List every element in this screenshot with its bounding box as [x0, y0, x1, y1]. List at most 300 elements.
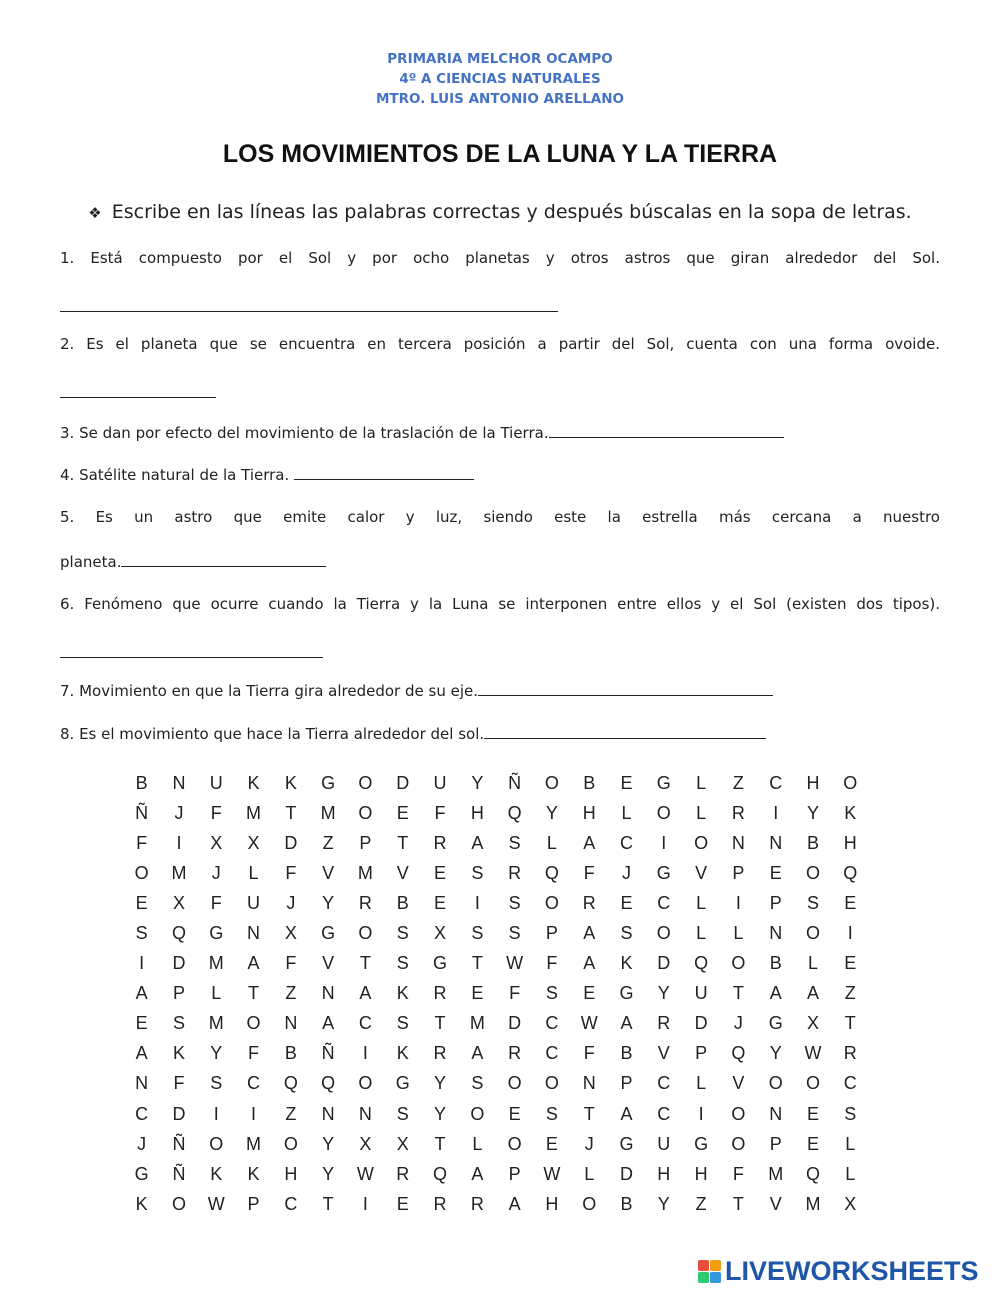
grid-cell[interactable]: Z	[285, 1103, 297, 1124]
grid-cell[interactable]: Ñ	[508, 772, 522, 793]
grid-cell[interactable]: S	[396, 923, 409, 944]
answer-line-5[interactable]	[121, 552, 326, 567]
grid-cell[interactable]: M	[208, 1013, 224, 1034]
grid-cell[interactable]: T	[285, 802, 297, 823]
grid-cell[interactable]: Y	[322, 1163, 335, 1184]
grid-cell[interactable]: O	[544, 1073, 559, 1094]
grid-cell[interactable]: Ñ	[135, 802, 149, 823]
grid-cell[interactable]: K	[284, 772, 297, 793]
grid-cell[interactable]: A	[322, 1013, 335, 1034]
grid-cell[interactable]: O	[656, 923, 671, 944]
grid-cell[interactable]: C	[358, 1013, 372, 1034]
grid-cell[interactable]: K	[172, 1043, 185, 1064]
grid-cell[interactable]: K	[247, 1163, 260, 1184]
grid-cell[interactable]: O	[731, 1133, 746, 1154]
grid-cell[interactable]: O	[656, 802, 671, 823]
grid-cell[interactable]: V	[657, 1043, 670, 1064]
grid-cell[interactable]: P	[732, 862, 745, 883]
grid-cell[interactable]: O	[358, 923, 373, 944]
grid-cell[interactable]: Q	[171, 923, 186, 944]
grid-cell[interactable]: E	[434, 892, 447, 913]
grid-cell[interactable]: B	[583, 772, 596, 793]
grid-cell[interactable]: M	[469, 1013, 485, 1034]
grid-cell[interactable]: A	[471, 1043, 484, 1064]
grid-cell[interactable]: J	[174, 802, 184, 823]
grid-cell[interactable]: F	[248, 1043, 260, 1064]
word-search-grid[interactable]	[123, 768, 869, 1219]
grid-cell[interactable]: T	[732, 1193, 744, 1214]
grid-cell[interactable]: A	[769, 983, 782, 1004]
grid-cell[interactable]: S	[545, 983, 558, 1004]
grid-cell[interactable]: S	[844, 1103, 857, 1124]
grid-cell[interactable]: Y	[434, 1073, 447, 1094]
grid-cell[interactable]: W	[543, 1163, 561, 1184]
grid-cell[interactable]: E	[135, 892, 148, 913]
grid-cell[interactable]: G	[433, 953, 448, 974]
grid-cell[interactable]: L	[584, 1163, 595, 1184]
grid-cell[interactable]: S	[396, 1013, 409, 1034]
grid-cell[interactable]: H	[582, 802, 596, 823]
grid-cell[interactable]: P	[620, 1073, 633, 1094]
grid-cell[interactable]: W	[207, 1193, 225, 1214]
grid-cell[interactable]: T	[583, 1103, 595, 1124]
grid-cell[interactable]: M	[171, 862, 187, 883]
grid-cell[interactable]: L	[696, 772, 707, 793]
grid-cell[interactable]: P	[247, 1193, 260, 1214]
grid-cell[interactable]: O	[358, 802, 373, 823]
grid-cell[interactable]: X	[172, 892, 185, 913]
grid-cell[interactable]: O	[843, 772, 858, 793]
grid-cell[interactable]: T	[471, 953, 483, 974]
grid-cell[interactable]: O	[731, 1103, 746, 1124]
grid-cell[interactable]: R	[508, 1043, 522, 1064]
grid-cell[interactable]: N	[358, 1103, 372, 1124]
grid-cell[interactable]: O	[507, 1133, 522, 1154]
grid-cell[interactable]: M	[357, 862, 373, 883]
grid-cell[interactable]: L	[696, 892, 707, 913]
grid-cell[interactable]: O	[171, 1193, 186, 1214]
grid-cell[interactable]: H	[806, 772, 820, 793]
grid-cell[interactable]: H	[694, 1163, 708, 1184]
grid-cell[interactable]: S	[396, 1103, 409, 1124]
grid-cell[interactable]: G	[656, 862, 671, 883]
grid-cell[interactable]: E	[806, 1103, 819, 1124]
grid-cell[interactable]: Y	[657, 983, 670, 1004]
grid-cell[interactable]: R	[582, 892, 596, 913]
grid-cell[interactable]: Q	[805, 1163, 820, 1184]
grid-cell[interactable]: C	[247, 1073, 261, 1094]
grid-cell[interactable]: L	[211, 983, 222, 1004]
grid-cell[interactable]: Y	[322, 1133, 335, 1154]
grid-cell[interactable]: R	[433, 832, 447, 853]
grid-cell[interactable]: S	[508, 923, 521, 944]
grid-cell[interactable]: B	[284, 1043, 297, 1064]
grid-cell[interactable]: M	[246, 1133, 262, 1154]
grid-cell[interactable]: Q	[507, 802, 522, 823]
grid-cell[interactable]: N	[247, 923, 261, 944]
grid-cell[interactable]: X	[434, 923, 447, 944]
grid-cell[interactable]: S	[806, 892, 819, 913]
grid-cell[interactable]: I	[698, 1103, 704, 1124]
grid-cell[interactable]: U	[209, 772, 223, 793]
grid-cell[interactable]: F	[509, 983, 521, 1004]
grid-cell[interactable]: P	[545, 923, 558, 944]
grid-cell[interactable]: P	[359, 832, 372, 853]
grid-cell[interactable]: O	[358, 1073, 373, 1094]
grid-cell[interactable]: Y	[806, 802, 819, 823]
grid-cell[interactable]: R	[433, 983, 447, 1004]
grid-cell[interactable]: N	[769, 832, 783, 853]
grid-cell[interactable]: B	[806, 832, 819, 853]
grid-cell[interactable]: Ñ	[172, 1163, 186, 1184]
grid-cell[interactable]: E	[844, 892, 857, 913]
grid-cell[interactable]: R	[396, 1163, 410, 1184]
grid-cell[interactable]: T	[434, 1013, 446, 1034]
grid-cell[interactable]: K	[247, 772, 260, 793]
grid-cell[interactable]: J	[622, 862, 631, 883]
grid-cell[interactable]: J	[733, 1013, 743, 1034]
grid-cell[interactable]: L	[696, 1073, 707, 1094]
grid-cell[interactable]: T	[359, 953, 371, 974]
grid-cell[interactable]: X	[210, 832, 223, 853]
grid-cell[interactable]: O	[246, 1013, 261, 1034]
grid-cell[interactable]: X	[284, 923, 297, 944]
grid-cell[interactable]: N	[135, 1073, 149, 1094]
grid-cell[interactable]: E	[508, 1103, 521, 1124]
grid-cell[interactable]: W	[506, 953, 524, 974]
grid-cell[interactable]: F	[583, 862, 595, 883]
grid-cell[interactable]: C	[284, 1193, 298, 1214]
grid-cell[interactable]: I	[661, 832, 667, 853]
grid-cell[interactable]: H	[284, 1163, 298, 1184]
grid-cell[interactable]: D	[284, 832, 298, 853]
grid-cell[interactable]: B	[620, 1193, 633, 1214]
grid-cell[interactable]: O	[470, 1103, 485, 1124]
grid-cell[interactable]: Z	[844, 983, 856, 1004]
grid-cell[interactable]: L	[248, 862, 259, 883]
grid-cell[interactable]: R	[657, 1013, 671, 1034]
grid-cell[interactable]: H	[470, 802, 484, 823]
grid-cell[interactable]: G	[321, 923, 336, 944]
grid-cell[interactable]: F	[546, 953, 558, 974]
grid-cell[interactable]: U	[433, 772, 447, 793]
grid-cell[interactable]: K	[396, 1043, 409, 1064]
grid-cell[interactable]: Q	[731, 1043, 746, 1064]
grid-cell[interactable]: O	[768, 1073, 783, 1094]
grid-cell[interactable]: G	[768, 1013, 783, 1034]
grid-cell[interactable]: D	[620, 1163, 633, 1184]
grid-cell[interactable]: D	[172, 1103, 186, 1124]
grid-cell[interactable]: O	[358, 772, 373, 793]
grid-cell[interactable]: A	[583, 923, 596, 944]
grid-cell[interactable]: D	[396, 772, 410, 793]
grid-cell[interactable]: I	[362, 1043, 368, 1064]
grid-cell[interactable]: S	[172, 1013, 185, 1034]
grid-cell[interactable]: R	[731, 802, 745, 823]
grid-cell[interactable]: C	[769, 772, 783, 793]
grid-cell[interactable]: G	[134, 1163, 149, 1184]
grid-cell[interactable]: H	[657, 1163, 671, 1184]
grid-cell[interactable]: L	[807, 953, 818, 974]
grid-cell[interactable]: A	[359, 983, 372, 1004]
grid-cell[interactable]: Q	[694, 953, 709, 974]
grid-cell[interactable]: A	[583, 832, 596, 853]
grid-cell[interactable]: Y	[769, 1043, 782, 1064]
grid-cell[interactable]: G	[209, 923, 224, 944]
grid-cell[interactable]: C	[620, 832, 633, 853]
grid-cell[interactable]: Z	[732, 772, 744, 793]
grid-cell[interactable]: A	[471, 1163, 484, 1184]
grid-cell[interactable]: E	[806, 1133, 819, 1154]
grid-cell[interactable]: C	[657, 1103, 671, 1124]
grid-cell[interactable]: E	[769, 862, 782, 883]
grid-cell[interactable]: S	[545, 1103, 558, 1124]
grid-cell[interactable]: W	[356, 1163, 374, 1184]
grid-cell[interactable]: I	[213, 1103, 219, 1124]
answer-line-2[interactable]	[60, 396, 216, 398]
grid-cell[interactable]: V	[769, 1193, 782, 1214]
grid-cell[interactable]: M	[805, 1193, 821, 1214]
grid-cell[interactable]: T	[434, 1133, 446, 1154]
grid-cell[interactable]: Q	[843, 862, 858, 883]
grid-cell[interactable]: Ñ	[172, 1133, 186, 1154]
grid-cell[interactable]: Ñ	[321, 1043, 335, 1064]
grid-cell[interactable]: S	[471, 1073, 484, 1094]
grid-cell[interactable]: Z	[322, 832, 334, 853]
grid-cell[interactable]: J	[286, 892, 296, 913]
grid-cell[interactable]: F	[434, 802, 446, 823]
grid-cell[interactable]: L	[546, 832, 557, 853]
answer-line-7[interactable]	[478, 681, 773, 696]
grid-cell[interactable]: O	[805, 862, 820, 883]
grid-cell[interactable]: P	[769, 1133, 782, 1154]
grid-cell[interactable]: R	[433, 1193, 447, 1214]
grid-cell[interactable]: F	[173, 1073, 185, 1094]
grid-cell[interactable]: E	[620, 772, 633, 793]
grid-cell[interactable]: J	[211, 862, 221, 883]
grid-cell[interactable]: P	[508, 1163, 521, 1184]
grid-cell[interactable]: Q	[283, 1073, 298, 1094]
grid-cell[interactable]: O	[805, 1073, 820, 1094]
grid-cell[interactable]: S	[135, 923, 148, 944]
grid-cell[interactable]: S	[508, 832, 521, 853]
grid-cell[interactable]: I	[176, 832, 182, 853]
grid-cell[interactable]: V	[695, 862, 708, 883]
grid-cell[interactable]: Z	[695, 1193, 707, 1214]
grid-cell[interactable]: L	[696, 802, 707, 823]
grid-cell[interactable]: C	[545, 1013, 559, 1034]
grid-cell[interactable]: C	[135, 1103, 149, 1124]
grid-cell[interactable]: E	[135, 1013, 148, 1034]
grid-cell[interactable]: D	[508, 1013, 522, 1034]
grid-cell[interactable]: X	[844, 1193, 857, 1214]
grid-cell[interactable]: G	[321, 772, 336, 793]
grid-cell[interactable]: Y	[471, 772, 484, 793]
grid-cell[interactable]: L	[733, 923, 744, 944]
answer-line-1[interactable]	[60, 310, 558, 312]
grid-cell[interactable]: B	[396, 892, 409, 913]
grid-cell[interactable]: U	[657, 1133, 671, 1154]
grid-cell[interactable]: V	[322, 953, 335, 974]
grid-cell[interactable]: T	[248, 983, 260, 1004]
answer-line-4[interactable]	[294, 465, 474, 480]
grid-cell[interactable]: Y	[210, 1043, 223, 1064]
answer-line-6[interactable]	[60, 656, 323, 658]
grid-cell[interactable]: Y	[434, 1103, 447, 1124]
grid-cell[interactable]: S	[508, 892, 521, 913]
grid-cell[interactable]: X	[396, 1133, 409, 1154]
grid-cell[interactable]: N	[321, 983, 335, 1004]
grid-cell[interactable]: N	[769, 1103, 783, 1124]
grid-cell[interactable]: L	[845, 1163, 856, 1184]
grid-cell[interactable]: K	[135, 1193, 148, 1214]
grid-cell[interactable]: F	[285, 862, 297, 883]
grid-cell[interactable]: J	[584, 1133, 594, 1154]
grid-cell[interactable]: F	[732, 1163, 744, 1184]
grid-cell[interactable]: K	[620, 953, 633, 974]
grid-cell[interactable]: R	[508, 862, 522, 883]
grid-cell[interactable]: N	[321, 1103, 335, 1124]
grid-cell[interactable]: I	[735, 892, 741, 913]
grid-cell[interactable]: I	[251, 1103, 257, 1124]
grid-cell[interactable]: H	[545, 1193, 559, 1214]
grid-cell[interactable]: B	[620, 1043, 633, 1064]
grid-cell[interactable]: B	[135, 772, 148, 793]
grid-cell[interactable]: T	[322, 1193, 334, 1214]
grid-cell[interactable]: O	[209, 1133, 224, 1154]
grid-cell[interactable]: E	[396, 1193, 409, 1214]
grid-cell[interactable]: R	[843, 1043, 857, 1064]
grid-cell[interactable]: N	[582, 1073, 596, 1094]
grid-cell[interactable]: D	[694, 1013, 708, 1034]
grid-cell[interactable]: A	[508, 1193, 521, 1214]
grid-cell[interactable]: P	[769, 892, 782, 913]
grid-cell[interactable]: O	[134, 862, 149, 883]
grid-cell[interactable]: T	[844, 1013, 856, 1034]
grid-cell[interactable]: X	[359, 1133, 372, 1154]
grid-cell[interactable]: A	[135, 983, 148, 1004]
grid-cell[interactable]: V	[322, 862, 335, 883]
grid-cell[interactable]: O	[283, 1133, 298, 1154]
grid-cell[interactable]: F	[583, 1043, 595, 1064]
grid-cell[interactable]: I	[139, 953, 145, 974]
grid-cell[interactable]: N	[172, 772, 186, 793]
grid-cell[interactable]: E	[545, 1133, 558, 1154]
grid-cell[interactable]: W	[804, 1043, 822, 1064]
grid-cell[interactable]: Z	[285, 983, 297, 1004]
grid-cell[interactable]: O	[544, 892, 559, 913]
grid-cell[interactable]: C	[843, 1073, 857, 1094]
grid-cell[interactable]: A	[583, 953, 596, 974]
grid-cell[interactable]: W	[580, 1013, 598, 1034]
grid-cell[interactable]: X	[806, 1013, 819, 1034]
grid-cell[interactable]: O	[805, 923, 820, 944]
grid-cell[interactable]: A	[806, 983, 819, 1004]
grid-cell[interactable]: A	[135, 1043, 148, 1064]
grid-cell[interactable]: S	[210, 1073, 223, 1094]
grid-cell[interactable]: M	[320, 802, 336, 823]
grid-cell[interactable]: D	[657, 953, 671, 974]
grid-cell[interactable]: K	[210, 1163, 223, 1184]
grid-cell[interactable]: T	[397, 832, 409, 853]
grid-cell[interactable]: M	[768, 1163, 784, 1184]
grid-cell[interactable]: L	[696, 923, 707, 944]
grid-cell[interactable]: E	[471, 983, 484, 1004]
grid-cell[interactable]: C	[657, 1073, 671, 1094]
grid-cell[interactable]: K	[844, 802, 857, 823]
grid-cell[interactable]: S	[471, 923, 484, 944]
grid-cell[interactable]: K	[396, 983, 409, 1004]
grid-cell[interactable]: L	[845, 1133, 856, 1154]
grid-cell[interactable]: I	[773, 802, 779, 823]
grid-cell[interactable]: A	[620, 1103, 633, 1124]
grid-cell[interactable]: V	[396, 862, 409, 883]
grid-cell[interactable]: I	[474, 892, 480, 913]
answer-line-8[interactable]	[484, 724, 766, 739]
grid-cell[interactable]: Q	[544, 862, 559, 883]
grid-cell[interactable]: B	[769, 953, 782, 974]
grid-cell[interactable]: I	[362, 1193, 368, 1214]
grid-cell[interactable]: G	[619, 983, 634, 1004]
grid-cell[interactable]: Y	[322, 892, 335, 913]
grid-cell[interactable]: Q	[433, 1163, 448, 1184]
grid-cell[interactable]: S	[471, 862, 484, 883]
grid-cell[interactable]: J	[137, 1133, 147, 1154]
grid-cell[interactable]: V	[732, 1073, 745, 1094]
grid-cell[interactable]: E	[434, 862, 447, 883]
grid-cell[interactable]: I	[847, 923, 853, 944]
grid-cell[interactable]: X	[247, 832, 260, 853]
grid-cell[interactable]: E	[844, 953, 857, 974]
grid-cell[interactable]: F	[210, 892, 222, 913]
grid-cell[interactable]: N	[769, 923, 783, 944]
grid-cell[interactable]: Y	[545, 802, 558, 823]
grid-cell[interactable]: O	[507, 1073, 522, 1094]
grid-cell[interactable]: G	[694, 1133, 709, 1154]
answer-line-3[interactable]	[549, 423, 784, 438]
grid-cell[interactable]: U	[247, 892, 261, 913]
grid-cell[interactable]: R	[358, 892, 372, 913]
grid-cell[interactable]: S	[396, 953, 409, 974]
grid-cell[interactable]: P	[172, 983, 185, 1004]
grid-cell[interactable]: C	[545, 1043, 559, 1064]
grid-cell[interactable]: H	[843, 832, 857, 853]
grid-cell[interactable]: P	[695, 1043, 708, 1064]
grid-cell[interactable]: F	[210, 802, 222, 823]
grid-cell[interactable]: S	[620, 923, 633, 944]
grid-cell[interactable]: L	[621, 802, 632, 823]
grid-cell[interactable]: M	[246, 802, 262, 823]
grid-cell[interactable]: R	[433, 1043, 447, 1064]
grid-cell[interactable]: F	[136, 832, 148, 853]
grid-cell[interactable]: R	[470, 1193, 484, 1214]
grid-cell[interactable]: M	[208, 953, 224, 974]
grid-cell[interactable]: O	[582, 1193, 597, 1214]
grid-cell[interactable]: O	[544, 772, 559, 793]
grid-cell[interactable]: N	[731, 832, 745, 853]
grid-cell[interactable]: C	[657, 892, 671, 913]
grid-cell[interactable]: L	[472, 1133, 483, 1154]
grid-cell[interactable]: E	[583, 983, 596, 1004]
grid-cell[interactable]: T	[732, 983, 744, 1004]
grid-cell[interactable]: E	[620, 892, 633, 913]
grid-cell[interactable]: G	[656, 772, 671, 793]
grid-cell[interactable]: A	[471, 832, 484, 853]
grid-cell[interactable]: N	[284, 1013, 298, 1034]
grid-cell[interactable]: G	[395, 1073, 410, 1094]
grid-cell[interactable]: O	[731, 953, 746, 974]
grid-cell[interactable]: A	[247, 953, 260, 974]
